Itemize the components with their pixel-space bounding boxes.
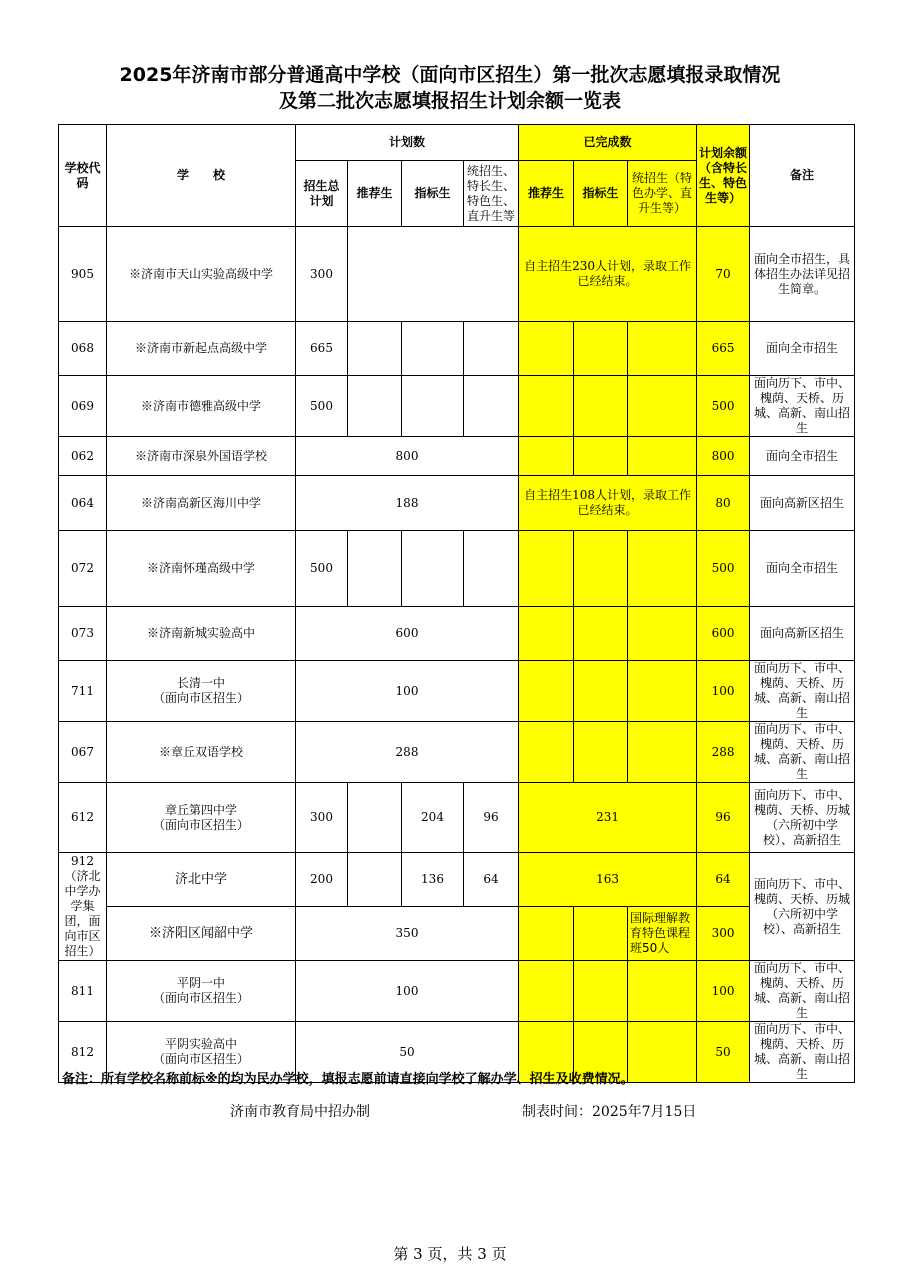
- table-row: [59, 722, 855, 783]
- done-quota: [574, 722, 628, 783]
- done-quota: [574, 531, 628, 607]
- school-name: ※济南新城实验高中: [107, 607, 296, 661]
- table-row: [59, 476, 855, 531]
- header-plan-total: 招生总计划: [296, 161, 348, 227]
- plan-other: 64: [464, 853, 519, 907]
- plan-total: 288: [296, 722, 519, 783]
- remark: 面向历下、市中、槐荫、天桥、历城、高新、南山招生: [750, 661, 855, 722]
- remark: 面向历下、市中、槐荫、天桥、历城、高新、南山招生: [750, 722, 855, 783]
- plan-total: 300: [296, 227, 348, 322]
- done-quota: 163: [519, 853, 697, 907]
- header-plan-quota: 指标生: [402, 161, 464, 227]
- done-other: [628, 661, 697, 722]
- plan-quota: [402, 376, 464, 437]
- done-rec: [519, 907, 574, 961]
- plan-total: 350: [296, 907, 519, 961]
- done-quota: [574, 907, 628, 961]
- school-code: 711: [59, 661, 107, 722]
- table-row: [59, 661, 855, 722]
- school-code: 073: [59, 607, 107, 661]
- school-code: 067: [59, 722, 107, 783]
- done-rec: [519, 437, 574, 476]
- school-name: ※济阳区闻韶中学: [107, 907, 296, 961]
- balance: 288: [697, 722, 750, 783]
- plan-other: [464, 322, 519, 376]
- enrollment-table: [58, 124, 855, 1083]
- plan-total: 100: [296, 961, 519, 1022]
- table-row: [59, 376, 855, 437]
- done-other: [628, 722, 697, 783]
- plan-rec: [348, 853, 402, 907]
- done-quota: [574, 961, 628, 1022]
- header-plan: 计划数: [296, 125, 519, 161]
- remark: 面向历下、市中、槐荫、天桥、历城、高新、南山招生: [750, 961, 855, 1022]
- table-date: 制表时间：2025年7月15日: [522, 1104, 697, 1120]
- remark: 面向高新区招生: [750, 607, 855, 661]
- plan-other: [464, 531, 519, 607]
- school-name: [107, 661, 296, 722]
- school-name-sub: （面向市区招生）: [152, 1052, 249, 1066]
- plan-rec: [348, 376, 402, 437]
- header-done-quota: 指标生: [574, 161, 628, 227]
- plan-quota: 136: [402, 853, 464, 907]
- remark: 面向历下、市中、槐荫、天桥、历城、高新、南山招生: [750, 1022, 855, 1083]
- header-done-other: 统招生（特色办学、直升生等）: [628, 161, 697, 227]
- header-remark: 备注: [750, 125, 855, 227]
- done-note: 自主招生230人计划，录取工作已经结束。: [519, 227, 697, 322]
- school-code: 905: [59, 227, 107, 322]
- done-other: [628, 437, 697, 476]
- done-rec: [519, 607, 574, 661]
- plan-total: 100: [296, 661, 519, 722]
- plan-total: 200: [296, 853, 348, 907]
- school-name: ※济南市深泉外国语学校: [107, 437, 296, 476]
- plan-other: 96: [464, 783, 519, 853]
- school-code: 069: [59, 376, 107, 437]
- header-plan-rec: 推荐生: [348, 161, 402, 227]
- title-line-1: 2025年济南市部分普通高中学校（面向市区招生）第一批次志愿填报录取情况: [119, 64, 781, 86]
- done-other: [628, 376, 697, 437]
- school-name-sub: （面向市区招生）: [152, 991, 249, 1005]
- plan-total: 50: [296, 1022, 519, 1083]
- table-row: [59, 607, 855, 661]
- header-balance: 计划余额（含特长生、特色生等）: [697, 125, 750, 227]
- plan-rec: [348, 531, 402, 607]
- school-name-sub: （面向市区招生）: [152, 817, 249, 832]
- balance: 100: [697, 961, 750, 1022]
- table-row: [59, 531, 855, 607]
- page-number: 第 3 页，共 3 页: [393, 1245, 507, 1263]
- school-name: ※济南市新起点高级中学: [107, 322, 296, 376]
- remark: 面向高新区招生: [750, 476, 855, 531]
- table-row: [59, 322, 855, 376]
- plan-total: 665: [296, 322, 348, 376]
- plan-quota: [402, 531, 464, 607]
- done-quota: [574, 661, 628, 722]
- school-name-sub: （面向市区招生）: [152, 691, 249, 705]
- balance: 70: [697, 227, 750, 322]
- school-code: 811: [59, 961, 107, 1022]
- plan-total: 188: [296, 476, 519, 531]
- done-other: [628, 1022, 697, 1083]
- footnote: 备注：所有学校名称前标※的均为民办学校，填报志愿前请直接向学校了解办学、招生及收费情况。: [62, 1072, 634, 1087]
- plan-total: 500: [296, 531, 348, 607]
- title-line-2: 及第二批次志愿填报招生计划余额一览表: [278, 90, 621, 112]
- header-done-rec: 推荐生: [519, 161, 574, 227]
- plan-rec: [348, 783, 402, 853]
- school-code: 912（济北中学办学集团，面向市区招生）: [59, 853, 107, 961]
- school-name: ※济南怀瑾高级中学: [107, 531, 296, 607]
- done-quota: [574, 437, 628, 476]
- balance: 800: [697, 437, 750, 476]
- plan-quota: [402, 322, 464, 376]
- table-row: [59, 853, 855, 907]
- balance: 96: [697, 783, 750, 853]
- done-rec: [519, 531, 574, 607]
- balance: 500: [697, 531, 750, 607]
- school-code: 812: [59, 1022, 107, 1083]
- remark: 面向全市招生: [750, 531, 855, 607]
- done-quota: [574, 376, 628, 437]
- school-name-main: 平阴实验高中: [164, 1037, 237, 1051]
- balance: 64: [697, 853, 750, 907]
- remark: 面向历下、市中、槐荫、天桥、历城（六所初中学校）、高新招生: [750, 783, 855, 853]
- plan-total: 500: [296, 376, 348, 437]
- school-name-main: 平阴一中: [176, 976, 225, 990]
- done-other: [628, 961, 697, 1022]
- remark: 面向全市招生: [750, 322, 855, 376]
- done-note: 自主招生108人计划，录取工作已经结束。: [519, 476, 697, 531]
- done-rec: [519, 322, 574, 376]
- school-name-main: 章丘第四中学: [164, 802, 237, 817]
- table-row: [59, 961, 855, 1022]
- plan-total: 300: [296, 783, 348, 853]
- school-name: ※济南市天山实验高级中学: [107, 227, 296, 322]
- balance: 300: [697, 907, 750, 961]
- plan-total: 600: [296, 607, 519, 661]
- remark: 面向全市招生，具体招生办法详见招生简章。: [750, 227, 855, 322]
- table-row: [59, 437, 855, 476]
- balance: 600: [697, 607, 750, 661]
- done-other: [628, 322, 697, 376]
- table-row: [59, 227, 855, 322]
- done-rec: [519, 961, 574, 1022]
- plan-detail: [348, 227, 519, 322]
- school-code: 064: [59, 476, 107, 531]
- balance: 665: [697, 322, 750, 376]
- balance: 500: [697, 376, 750, 437]
- plan-other: [464, 376, 519, 437]
- balance: 50: [697, 1022, 750, 1083]
- done-rec: [519, 376, 574, 437]
- plan-rec: [348, 322, 402, 376]
- remark: 面向历下、市中、槐荫、天桥、历城（六所初中学校）、高新招生: [750, 853, 855, 961]
- plan-quota: 204: [402, 783, 464, 853]
- school-name-main: 长清一中: [176, 676, 225, 690]
- school-name: ※章丘双语学校: [107, 722, 296, 783]
- done-other: [628, 607, 697, 661]
- balance: 100: [697, 661, 750, 722]
- remark: 面向历下、市中、槐荫、天桥、历城、高新、南山招生: [750, 376, 855, 437]
- table-row: [59, 783, 855, 853]
- school-code: 612: [59, 783, 107, 853]
- issuer: 济南市教育局中招办制: [230, 1104, 370, 1120]
- done-rec: [519, 661, 574, 722]
- plan-total: 800: [296, 437, 519, 476]
- table-row: [59, 907, 855, 961]
- school-code: 072: [59, 531, 107, 607]
- header-code: 学校代码: [59, 125, 107, 227]
- school-name: 济北中学: [107, 853, 296, 907]
- header-school: 学 校: [107, 125, 296, 227]
- school-code: 062: [59, 437, 107, 476]
- done-quota: [574, 322, 628, 376]
- school-name: ※济南高新区海川中学: [107, 476, 296, 531]
- done-quota: [574, 607, 628, 661]
- done-other: [628, 531, 697, 607]
- school-name: [107, 961, 296, 1022]
- header-done: 已完成数: [519, 125, 697, 161]
- balance: 80: [697, 476, 750, 531]
- done-other: 国际理解教育特色课程班50人: [628, 907, 697, 961]
- school-code: 068: [59, 322, 107, 376]
- done-rec: [519, 722, 574, 783]
- header-plan-other: 统招生、特长生、特色生、直升生等: [464, 161, 519, 227]
- done-quota: 231: [519, 783, 697, 853]
- school-name: [107, 783, 296, 853]
- remark: 面向全市招生: [750, 437, 855, 476]
- header-row-1: [59, 125, 855, 161]
- school-name: ※济南市德雅高级中学: [107, 376, 296, 437]
